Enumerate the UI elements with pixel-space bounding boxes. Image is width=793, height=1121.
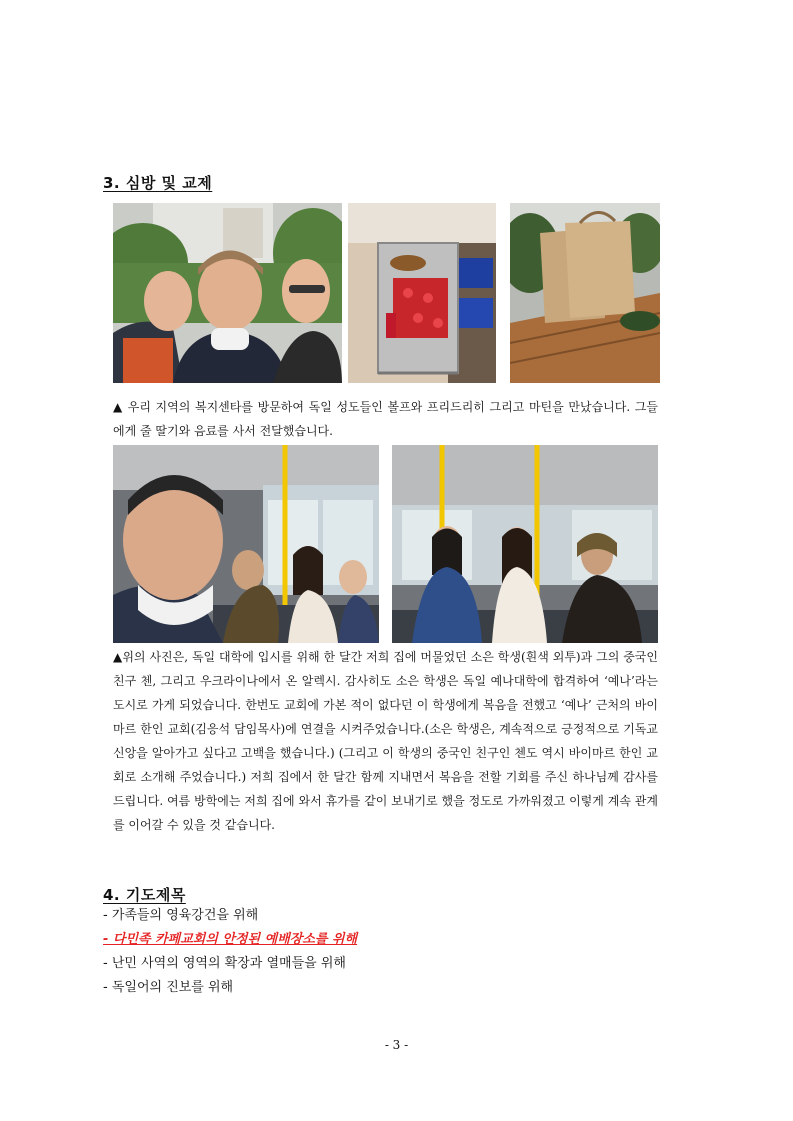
photo-selfie-three-men — [113, 203, 342, 383]
caption-welfare-center-visit: ▲ 우리 지역의 복지센타를 방문하여 독일 성도들인 볼프와 프리드리히 그리고 마틴을 만났습니다. 그들에게 줄 딸기와 음료를 사서 전달했습니다. — [113, 400, 658, 438]
photo-shopping-cart-strawberries — [348, 203, 496, 383]
prayer-item-family-health: - 가족들의 영육강건을 위해 — [103, 908, 259, 923]
prayer-item-church-venue: - 다민족 카페교회의 안정된 예배장소를 위해 — [103, 932, 358, 947]
prayer-item-refugee-ministry: - 난민 사역의 영역의 확장과 열매들을 위해 — [103, 956, 346, 971]
section-title-prayer: 4. 기도제목 — [103, 886, 186, 904]
page-number: - 3 - — [384, 1038, 409, 1052]
prayer-item-german-language: - 독일어의 진보를 위해 — [103, 980, 234, 995]
prayer-list — [103, 904, 663, 1000]
photo-bus-selfie-students-1 — [113, 445, 379, 643]
caption-student-stay: ▲위의 사진은, 독일 대학에 입시를 위해 한 달간 저희 집에 머물었던 소은 학생(흰색 외투)과 그의 중국인 친구 첸, 그리고 우크라이나에서 온 알렉시. 감사히도 소은 학생은 독일 예나대학에 합격하여 ‘예나’라는 도시로 가게 되었습니다. 한번도 교회에 가본 적이 없다던 이 학생에게 복음을 전했고 ‘예나’ 근처의 바이마르 한인 교회(김응석 담임목사)에 연결을 시켜주었습니다.(소은 학생은, 계속적으로 긍정적으로 기독교 신앙을 알아가고 싶다고 고백을 했습니다.) (그리고 이 학생의 중국인 친구인 첸도 역시 바이마르 한인 교회로 소개해 주었습니다.) 저희 집에서 한 달간 함께 지내면서 복음을 전할 기회를 주신 하나님께 감사를 드립니다. 여름 방학에는 저희 집에 와서 휴가를 같이 보내기로 했을 정도로 가까워졌고 이렇게 계속 관계를 이어갈 수 있을 것 같습니다. — [113, 650, 658, 832]
photo-bus-students-2 — [392, 445, 658, 643]
photo-gift-bags-on-table — [510, 203, 660, 383]
section-title-visits: 3. 심방 및 교제 — [103, 174, 213, 192]
